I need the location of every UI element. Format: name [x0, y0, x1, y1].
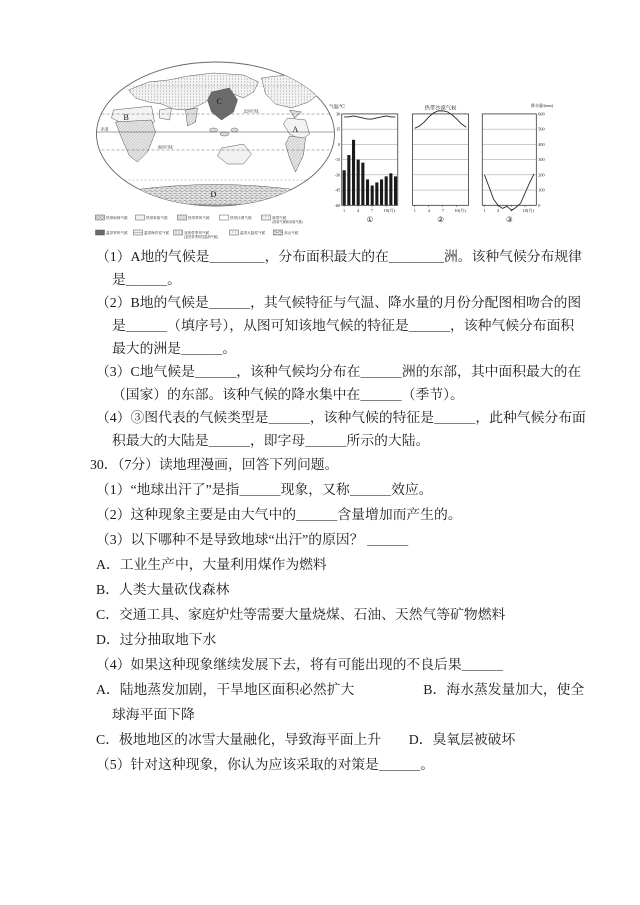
- question-line: （5）针对这种现象，你认为应该采取的对策是＿＿＿。: [96, 757, 435, 772]
- legend-item: [230, 230, 266, 235]
- question-line: C．极地地区的冰雪大量融化，导致海平面上升 D．臭氧层被破坏: [96, 732, 516, 747]
- question-line: 最大的洲是＿＿＿。: [112, 341, 237, 356]
- svg-text:热带草原气候: 热带草原气候: [146, 216, 168, 220]
- y-tick-label: 100: [538, 187, 545, 193]
- x-tick-label: 4: [357, 208, 360, 214]
- y-tick-label: -45: [334, 187, 341, 193]
- question-line: （4）如果这种现象继续发展下去，将有可能出现的不良后果＿＿＿: [96, 657, 504, 672]
- chart-id: ①: [366, 215, 374, 225]
- question-line: 积最大的大陆是＿＿＿，即字母＿＿＿所示的大陆。: [112, 433, 430, 448]
- climate-charts-figure: [328, 100, 554, 234]
- y-tick-label: 0: [338, 141, 341, 147]
- x-tick-label: 4: [427, 208, 430, 214]
- climate-chart-1: [329, 103, 398, 224]
- climate-chart-2: [413, 104, 469, 225]
- y-tick-label: 0: [538, 202, 541, 208]
- climate-charts: [328, 100, 554, 232]
- region-label-b: B: [123, 113, 129, 122]
- svg-text:(亚热带季风性湿润气候): (亚热带季风性湿润气候): [184, 235, 218, 240]
- question-line: （1）A地的气候是＿＿＿＿，分布面积最大的在＿＿＿＿洲。该种气候分布规律: [96, 249, 582, 264]
- chart-title: 热带沙漠气候: [424, 105, 457, 112]
- legend-item: [274, 230, 299, 235]
- legend-item: [96, 230, 128, 235]
- question-line: A．陆地蒸发加剧，干旱地区面积必然扩大 B．海水蒸发量加大，使全: [96, 682, 585, 697]
- y-tick-label: 30: [336, 111, 341, 117]
- tropic-of-capricorn-label: 南回归线: [157, 145, 173, 150]
- x-tick-label: 10(月): [454, 208, 466, 214]
- question-line: D．过分抽取地下水: [96, 632, 217, 647]
- tropic-of-cancer-label: 北回归线: [243, 109, 259, 114]
- y-tick-label: -30: [334, 172, 341, 178]
- y-tick-label: 500: [538, 126, 545, 132]
- svg-text:温带海洋性气候: 温带海洋性气候: [144, 231, 170, 235]
- svg-text:热带沙漠气候: 热带沙漠气候: [230, 216, 252, 220]
- temperature-line: [415, 111, 466, 128]
- question-line: 是＿＿＿（填序号），从图可知该地气候的特征是＿＿＿，该种气候分布面积: [112, 318, 575, 333]
- svg-text:温带大陆性气候: 温带大陆性气候: [240, 231, 266, 235]
- precipitation-bar: [361, 163, 364, 206]
- map-legend: [96, 215, 303, 239]
- legend-item: [178, 215, 210, 220]
- y-tick-label: -15: [334, 157, 341, 163]
- legend-item: [174, 230, 219, 239]
- x-tick-label: 1: [413, 208, 416, 214]
- world-climate-map-figure: [93, 60, 339, 252]
- legend-item: [262, 215, 303, 224]
- region-label-d: D: [210, 190, 217, 199]
- svg-text:(苔原气候和冰原气候): (苔原气候和冰原气候): [272, 220, 303, 225]
- y-tick-label: 200: [538, 172, 545, 178]
- precipitation-bar: [385, 176, 388, 205]
- question-line: 球海平面下降: [112, 707, 195, 722]
- svg-text:寒带气候: 寒带气候: [272, 216, 287, 220]
- svg-text:热带雨林气候: 热带雨林气候: [106, 216, 128, 220]
- question-line: （2）B地的气候是＿＿＿，其气候特征与气温、降水量的月份分配图相吻合的图: [96, 295, 582, 310]
- svg-text:高山气候: 高山气候: [284, 231, 299, 235]
- x-tick-label: 1: [343, 208, 346, 214]
- precipitation-bar: [352, 140, 355, 205]
- question-line: A．工业生产中，大量利用煤作为燃料: [96, 557, 327, 572]
- legend-item: [96, 215, 128, 220]
- y-tick-label: 300: [538, 157, 545, 163]
- question-line: 30．（7分）读地理漫画，回答下列问题。: [90, 457, 339, 472]
- question-line: 是＿＿＿。: [112, 272, 181, 287]
- question-line: B．人类大量砍伐森林: [96, 582, 230, 597]
- chart-id: ②: [437, 215, 444, 225]
- chart-id: ③: [505, 215, 513, 225]
- y-tick-label: -60: [334, 202, 341, 208]
- x-tick-label: 7: [441, 208, 444, 214]
- x-tick-label: 10(月): [383, 208, 395, 214]
- precipitation-bar: [380, 179, 383, 205]
- legend-item: [220, 215, 252, 220]
- world-climate-map: [93, 60, 339, 252]
- question-line: （4）③图代表的气候类型是＿＿＿，该种气候的特征是＿＿＿，此种气候分布面: [96, 410, 586, 425]
- climate-chart-3: [482, 102, 553, 224]
- precipitation-bar: [375, 182, 378, 205]
- precipitation-bar: [357, 160, 360, 206]
- question-line: （1）“地球出汗了”是指＿＿＿现象，又称＿＿＿效应。: [96, 482, 433, 497]
- question-line: （3）C地气候是＿＿＿，该种气候均分布在＿＿＿洲的东部，其中面积最大的在: [96, 364, 582, 379]
- precipitation-bar: [371, 186, 374, 206]
- x-tick-label: 7: [371, 208, 374, 214]
- y-tick-label: 15: [336, 126, 341, 132]
- region-label-a: A: [292, 125, 299, 134]
- question-line: C．交通工具、家庭炉灶等需要大量烧煤、石油、天然气等矿物燃料: [96, 607, 506, 622]
- legend-item: [134, 230, 170, 235]
- y-tick-label: 600: [538, 111, 545, 117]
- y-axis-label-temperature: 气温/℃: [328, 105, 345, 111]
- y-tick-label: 400: [538, 141, 545, 147]
- question-line: （2）这种现象主要是由大气中的＿＿＿含量增加而产生的。: [96, 507, 462, 522]
- x-tick-label: 1: [483, 208, 486, 214]
- precipitation-bar: [343, 170, 346, 205]
- svg-text:温带季风气候: 温带季风气候: [106, 231, 128, 235]
- x-tick-label: 4: [496, 208, 500, 214]
- temperature-line: [344, 116, 395, 119]
- svg-text:亚热带季风气候: 亚热带季风气候: [184, 231, 210, 235]
- x-tick-label: 7: [510, 208, 513, 214]
- question-line: （3）以下哪种不是导致地球“出汗”的原因？ ＿＿＿: [96, 532, 409, 547]
- precipitation-bar: [366, 179, 369, 205]
- question-line: （国家）的东部。该种气候的降水集中在＿＿＿（季节）。: [112, 387, 464, 402]
- equator-label: 赤道: [100, 126, 109, 132]
- precipitation-bar: [389, 173, 392, 205]
- precipitation-bar: [394, 176, 397, 205]
- precipitation-bar: [347, 155, 350, 205]
- legend-item: [136, 215, 168, 220]
- question-text-block: [88, 245, 586, 777]
- y-axis-label-precipitation: 降水量/(mm): [530, 103, 554, 109]
- region-label-c: C: [216, 97, 222, 106]
- x-tick-label: 10(月): [522, 208, 534, 214]
- svg-text:热带季风气候: 热带季风气候: [188, 216, 210, 220]
